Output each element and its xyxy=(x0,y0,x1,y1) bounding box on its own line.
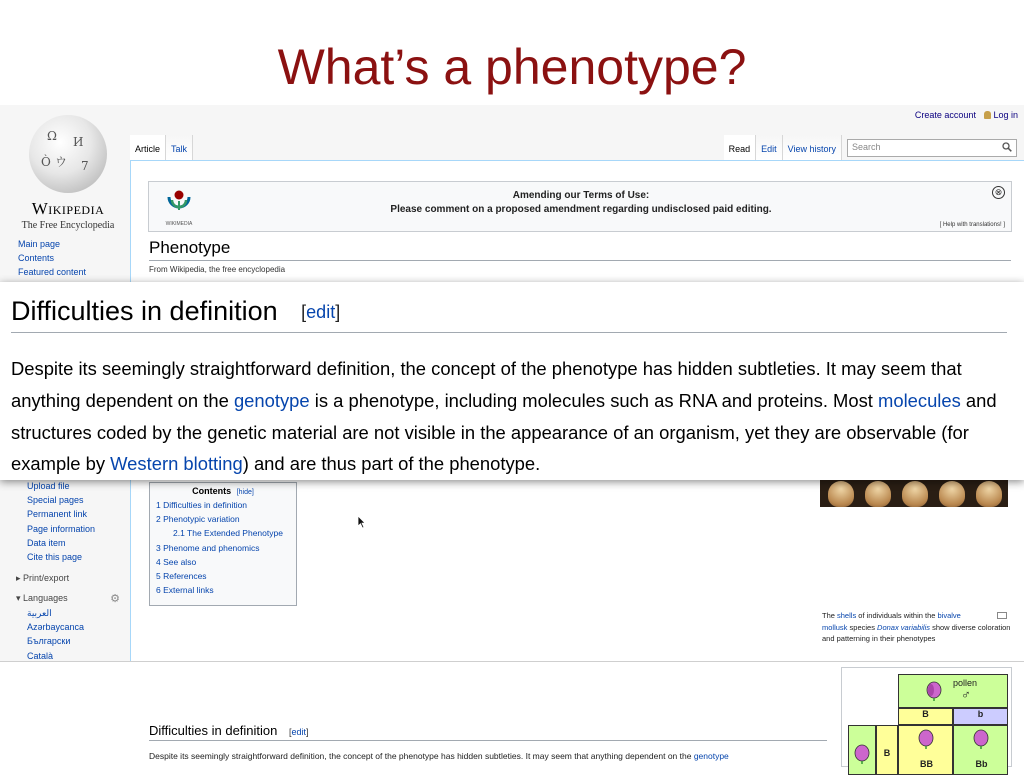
globe-icon: Ω И ウ 7 Ò xyxy=(29,115,107,193)
sidebar-item-contents[interactable]: Contents xyxy=(18,253,55,264)
caption-text: of individuals within the xyxy=(856,611,938,620)
table-of-contents xyxy=(149,482,297,606)
tab-edit[interactable]: Edit xyxy=(756,135,783,160)
user-icon xyxy=(984,111,991,119)
search-icon[interactable] xyxy=(1002,142,1012,152)
column-header-b-lower: b xyxy=(953,708,1008,725)
triangle-down-icon: ▾ xyxy=(16,593,21,603)
section-heading-label: Difficulties in definition xyxy=(149,723,278,738)
mouse-cursor-icon xyxy=(357,515,366,529)
genotype-bb: BB xyxy=(920,759,933,769)
flower-icon xyxy=(972,729,990,749)
toc-hide-toggle[interactable]: [hide] xyxy=(236,489,254,496)
sidebar-languages xyxy=(27,608,84,665)
sidebar-item-upload-file[interactable]: Upload file xyxy=(27,481,70,491)
toc-item[interactable]: 1 Difficulties in definition xyxy=(156,500,248,510)
zoomed-text: is a phenotype, including molecules such as RNA and proteins. Most xyxy=(309,389,879,411)
section-edit-link[interactable]: edit xyxy=(291,727,307,737)
enlarge-icon[interactable] xyxy=(997,612,1007,619)
flower-icon xyxy=(853,744,871,764)
zoomed-heading-label: Difficulties in definition xyxy=(11,296,278,326)
sidebar-tools xyxy=(27,481,95,566)
zoomed-edit: [edit] xyxy=(301,302,341,322)
toc-title xyxy=(156,486,290,496)
view-tabs xyxy=(724,135,842,160)
ovule-cell xyxy=(848,725,876,775)
notice-line-1: Amending our Terms of Use: xyxy=(512,190,650,201)
male-symbol: ♂ xyxy=(961,687,971,702)
zoomed-paragraph xyxy=(11,353,1016,480)
site-subtitle: From Wikipedia, the free encyclopedia xyxy=(149,265,286,274)
language-item[interactable]: Azərbaycanca xyxy=(27,622,85,633)
screenshot-bottom-edge xyxy=(0,661,1024,662)
wikipedia-wordmark: Wikipedia xyxy=(31,199,105,218)
help-translations-link[interactable]: [ Help with translations! ] xyxy=(939,222,1005,228)
pollen-label: pollen xyxy=(953,678,978,688)
toc-item[interactable]: 2 Phenotypic variation xyxy=(156,514,240,525)
tab-read[interactable]: Read xyxy=(724,135,757,160)
zoomed-text: and structures coded by the genetic material are not visible in the appearance of an organism, yet they are observable (for example by xyxy=(11,389,997,475)
section-paragraph xyxy=(149,750,829,762)
tab-article[interactable]: Article xyxy=(130,135,166,160)
sidebar-item-permanent-link[interactable]: Permanent link xyxy=(27,509,88,520)
column-header-b-upper: B xyxy=(898,708,953,725)
caption-link-bivalve[interactable]: bivalve xyxy=(937,611,961,620)
zoomed-text: ) and are thus part of the phenotype. xyxy=(242,453,541,475)
sidebar-item-special-pages[interactable]: Special pages xyxy=(27,495,84,506)
molecules-link[interactable]: molecules xyxy=(878,389,961,411)
zoomed-edit-link[interactable]: edit xyxy=(306,302,336,322)
section-edit: [edit] xyxy=(289,727,309,737)
log-in-label: Log in xyxy=(993,110,1018,120)
toc-item[interactable]: 4 See also xyxy=(156,556,197,567)
caption-text: The xyxy=(822,611,838,620)
row-header-b-upper: B xyxy=(876,725,898,775)
cell-bb-hetero xyxy=(953,725,1008,775)
page-title: Phenotype xyxy=(149,238,231,257)
zoomed-section-overlay xyxy=(0,282,1024,480)
wikipedia-logo[interactable] xyxy=(18,115,118,231)
language-item[interactable]: Català xyxy=(27,650,54,661)
section-heading xyxy=(149,723,309,738)
sidebar-item-main-page[interactable]: Main page xyxy=(18,239,61,249)
sidebar-item-featured-content[interactable]: Featured content xyxy=(18,267,87,278)
languages-label: Languages xyxy=(23,593,68,603)
toc-item[interactable]: 3 Phenome and phenomics xyxy=(156,542,260,553)
genotype-link[interactable]: genotype xyxy=(693,751,729,761)
caption-link-shells[interactable]: shells xyxy=(837,611,857,620)
sidebar-item-cite-this-page[interactable]: Cite this page xyxy=(27,551,83,562)
gear-icon[interactable]: ⚙ xyxy=(110,593,120,605)
language-item[interactable]: Български xyxy=(27,636,71,647)
zoomed-divider xyxy=(11,332,1007,333)
language-item[interactable]: العربية xyxy=(27,608,52,618)
toc-item[interactable]: 6 External links xyxy=(156,585,214,596)
cell-bb xyxy=(898,725,953,775)
genotype-bb-hetero: Bb xyxy=(975,759,988,769)
search-placeholder: Search xyxy=(852,142,881,152)
search-input[interactable] xyxy=(847,139,1017,157)
notice-text xyxy=(149,189,1013,217)
sidebar-print-export[interactable] xyxy=(16,573,69,584)
image-caption xyxy=(822,610,1012,645)
wikimedia-wordmark: WIKIMEDIA xyxy=(165,221,193,227)
caption-link-mollusk[interactable]: mollusk xyxy=(822,622,848,632)
sidebar-item-page-information[interactable]: Page information xyxy=(27,523,96,534)
punnett-square-image[interactable] xyxy=(841,667,1012,767)
sidebar-navigation xyxy=(18,239,86,282)
sidebar-languages-heading[interactable] xyxy=(16,593,120,604)
print-export-label: Print/export xyxy=(23,573,70,583)
caption-link-species[interactable]: Donax variabilis xyxy=(877,622,930,632)
log-in-link[interactable] xyxy=(984,110,1018,120)
caption-text: show diverse coloration and patterning in their phenotypes xyxy=(822,622,1011,643)
site-notice xyxy=(148,181,1012,232)
tab-talk[interactable]: Talk xyxy=(166,135,193,160)
notice-line-2[interactable]: Please comment on a proposed amendment regarding undisclosed paid editing. xyxy=(390,204,772,215)
caption-text: species xyxy=(847,622,878,632)
toc-title-label: Contents xyxy=(192,486,232,496)
genotype-link[interactable]: genotype xyxy=(233,389,310,411)
sidebar-item-data-item[interactable]: Data item xyxy=(27,537,66,548)
flower-icon xyxy=(925,681,943,701)
zoomed-section-heading xyxy=(11,296,340,327)
namespace-tabs xyxy=(130,135,193,160)
title-divider xyxy=(149,260,1011,261)
personal-tools xyxy=(909,110,1018,120)
wikipedia-tagline: The Free Encyclopedia xyxy=(21,220,115,231)
western-blotting-link[interactable]: Western blotting xyxy=(110,453,243,475)
slide-title: What’s a phenotype? xyxy=(277,39,747,95)
zoomed-text: Despite its seemingly straightforward definition, the concept of the phenotype has hidden subtleties. It may seem that anything dependent on the xyxy=(11,358,962,411)
create-account-link[interactable]: Create account xyxy=(914,110,976,120)
toc-item[interactable]: 5 References xyxy=(156,570,207,581)
close-icon[interactable]: ⊗ xyxy=(992,186,1005,199)
flower-icon xyxy=(917,729,935,749)
triangle-right-icon: ▸ xyxy=(16,573,21,583)
tab-view-history[interactable]: View history xyxy=(783,135,842,160)
pollen-cell xyxy=(898,674,1008,708)
section-divider xyxy=(149,740,827,741)
section-text: Despite its seemingly straightforward definition, the concept of the phenotype has hidden subtleties. It may seem that anything dependent on the xyxy=(149,751,694,761)
toc-item[interactable]: 2.1 The Extended Phenotype xyxy=(173,528,283,539)
